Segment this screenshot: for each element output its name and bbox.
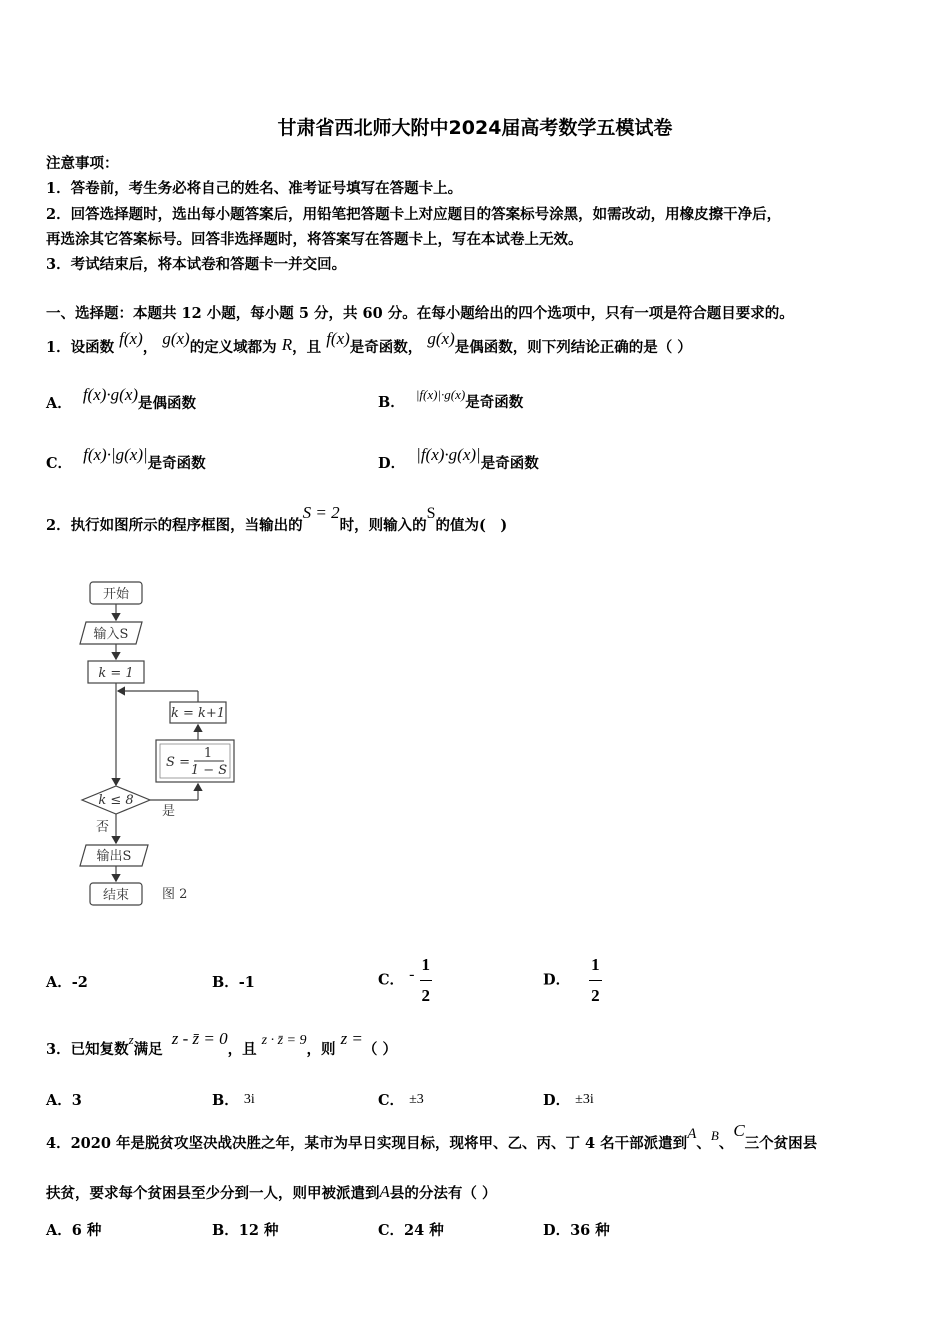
section-header: 一、选择题：本题共 12 小题，每小题 5 分，共 60 分。在每小题给出的四个选项中，只有一项是符合题目要求的。 bbox=[46, 305, 794, 322]
q2-option-a[interactable]: A．-2 bbox=[46, 974, 88, 991]
q1-c-text: 是奇函数 bbox=[147, 455, 206, 472]
notice-heading: 注意事项： bbox=[46, 155, 119, 172]
q2-option-d[interactable] bbox=[543, 950, 602, 1011]
q3-b-val: 3i bbox=[243, 1092, 255, 1107]
q2-c-sign: - bbox=[409, 965, 415, 983]
q1-text-4: 是奇函数， bbox=[349, 339, 423, 356]
q3-text-5: （ ） bbox=[362, 1041, 397, 1058]
q3-option-c[interactable] bbox=[378, 1089, 424, 1110]
q2-d-num: 1 bbox=[591, 955, 600, 974]
q2-c-num: 1 bbox=[421, 955, 430, 974]
flow-input-label: 输入S bbox=[93, 627, 129, 642]
q1-g2: g(x) bbox=[427, 329, 455, 348]
q1-c-math: f(x)·|g(x)| bbox=[83, 445, 148, 464]
flow-assign-den: 1 − S bbox=[190, 763, 228, 778]
q4-stem-line-1 bbox=[46, 1121, 818, 1159]
q1-option-a[interactable] bbox=[46, 385, 197, 419]
q3-eq2: z · z̄ = 9 bbox=[261, 1033, 307, 1048]
q2-c-label: C． bbox=[378, 971, 405, 989]
q1-text-1: 1．设函数 bbox=[46, 339, 115, 356]
q2-d-label: D． bbox=[543, 971, 571, 989]
q2-option-b[interactable]: B．-1 bbox=[212, 974, 255, 991]
flow-no-label: 否 bbox=[96, 820, 110, 835]
q3-d-val: ±3i bbox=[575, 1092, 594, 1107]
flow-update-k-label: k = k+1 bbox=[170, 706, 226, 721]
q1-a-text: 是偶函数 bbox=[138, 395, 197, 412]
q2-s: S bbox=[426, 505, 436, 522]
q1-a-math: f(x)·g(x) bbox=[82, 385, 139, 404]
q1-option-c[interactable] bbox=[46, 445, 206, 479]
q3-b-label: B． bbox=[212, 1092, 239, 1109]
q2-d-fraction bbox=[589, 950, 602, 1011]
q2-text-3: 的值为( ) bbox=[435, 517, 508, 534]
flow-caption: 图 2 bbox=[162, 887, 188, 902]
flow-assign-num: 1 bbox=[203, 746, 213, 761]
q2-c-fraction bbox=[420, 950, 433, 1011]
q1-text-2: 的定义域都为 bbox=[189, 339, 277, 356]
q2-stem bbox=[46, 503, 508, 541]
q4-text-2: 扶贫，要求每个贫困县至少分到一人，则甲被派遣到 bbox=[46, 1185, 380, 1202]
q1-r: R bbox=[281, 335, 293, 354]
q3-text-1: 3．已知复数 bbox=[46, 1041, 129, 1058]
q1-text-5: 是偶函数，则下列结论正确的是（ ） bbox=[454, 339, 692, 356]
q1-g: g(x) bbox=[162, 329, 190, 348]
flow-init-label: k = 1 bbox=[98, 666, 134, 681]
q1-option-d[interactable] bbox=[378, 445, 539, 479]
q3-z: z bbox=[128, 1032, 134, 1047]
q3-stem bbox=[46, 1029, 397, 1066]
q4-stem-line-2 bbox=[46, 1178, 496, 1209]
q2-text-1: 2．执行如图所示的程序框图，当输出的 bbox=[46, 517, 303, 534]
q3-option-d[interactable] bbox=[543, 1089, 594, 1110]
q1-f: f(x) bbox=[119, 329, 143, 348]
flow-decision-label: k ≤ 8 bbox=[98, 793, 134, 808]
q1-comma: ， bbox=[142, 339, 158, 356]
q2-option-c[interactable] bbox=[378, 950, 432, 1011]
q1-option-b[interactable] bbox=[378, 388, 523, 418]
notice-item-1: 1．答卷前，考生务必将自己的姓名、准考证号填写在答题卡上。 bbox=[46, 180, 463, 197]
q1-b-label: B． bbox=[378, 394, 405, 411]
q2-c-den: 2 bbox=[420, 980, 433, 1011]
q2-s-eq: S = 2 bbox=[302, 503, 340, 522]
q3-text-4: ，则 bbox=[306, 1041, 336, 1058]
q2-d-den: 2 bbox=[589, 980, 602, 1011]
q4-county-a: A bbox=[687, 1126, 697, 1142]
q4-option-b[interactable]: B．12 种 bbox=[212, 1222, 279, 1239]
q4-text-1: 4．2020 年是脱贫攻坚决战决胜之年，某市为早日实现目标，现将甲、乙、丙、丁 4 名干部派遣到 bbox=[46, 1135, 688, 1152]
q4-county-c: C bbox=[733, 1121, 745, 1140]
flow-yes-label: 是 bbox=[162, 804, 176, 819]
q3-c-val: ±3 bbox=[409, 1092, 424, 1107]
q4-option-d[interactable]: D．36 种 bbox=[543, 1222, 610, 1239]
q3-c-label: C． bbox=[378, 1092, 405, 1109]
q3-eq3: z = bbox=[340, 1029, 363, 1048]
q1-c-label: C． bbox=[46, 455, 73, 472]
q3-option-b[interactable] bbox=[212, 1089, 255, 1110]
notice-item-2: 2．回答选择题时，选出每小题答案后，用铅笔把答题卡上对应题目的答案标号涂黑，如需改动，用橡皮擦干净后， bbox=[46, 206, 782, 223]
q3-option-a[interactable]: A．3 bbox=[46, 1092, 82, 1109]
q3-d-label: D． bbox=[543, 1092, 571, 1109]
page-title: 甘肃省西北师大附中2024届高考数学五模试卷 bbox=[277, 117, 673, 139]
q4-line2-a: A bbox=[379, 1182, 390, 1201]
q1-b-text: 是奇函数 bbox=[465, 394, 524, 411]
q4-option-c[interactable]: C．24 种 bbox=[378, 1222, 444, 1239]
notice-item-3: 3．考试结束后，将本试卷和答题卡一并交回。 bbox=[46, 256, 347, 273]
q1-d-math: |f(x)·g(x)| bbox=[416, 445, 481, 464]
flow-end-label: 结束 bbox=[102, 888, 130, 903]
q2-text-2: 时，则输入的 bbox=[339, 517, 427, 534]
q4-sep-1: 、 bbox=[696, 1135, 711, 1152]
flow-output-label: 输出S bbox=[96, 849, 132, 864]
q4-county-b: B bbox=[710, 1128, 719, 1143]
q4-option-a[interactable]: A．6 种 bbox=[46, 1222, 102, 1239]
q1-a-label: A． bbox=[46, 395, 72, 412]
flow-assign-lhs: S = bbox=[166, 755, 190, 770]
q3-text-3: ，且 bbox=[227, 1041, 257, 1058]
q4-tail: 三个贫困县 bbox=[744, 1135, 818, 1152]
q1-f2: f(x) bbox=[326, 329, 350, 348]
q1-d-text: 是奇函数 bbox=[480, 455, 539, 472]
q1-d-label: D． bbox=[378, 455, 406, 472]
q1-b-math: |f(x)|·g(x) bbox=[415, 387, 466, 402]
q3-eq1: z - z̄ = 0 bbox=[171, 1029, 228, 1048]
q1-stem bbox=[46, 329, 692, 363]
q3-text-2: 满足 bbox=[133, 1041, 163, 1058]
notice-item-2-cont: 再选涂其它答案标号。回答非选择题时，将答案写在答题卡上，写在本试卷上无效。 bbox=[46, 231, 583, 248]
q4-text-3: 县的分法有（ ） bbox=[389, 1185, 497, 1202]
q1-text-3: ，且 bbox=[292, 339, 322, 356]
flowchart-figure bbox=[70, 575, 255, 915]
q4-sep-2: 、 bbox=[718, 1135, 734, 1152]
flow-start-label: 开始 bbox=[102, 587, 130, 602]
